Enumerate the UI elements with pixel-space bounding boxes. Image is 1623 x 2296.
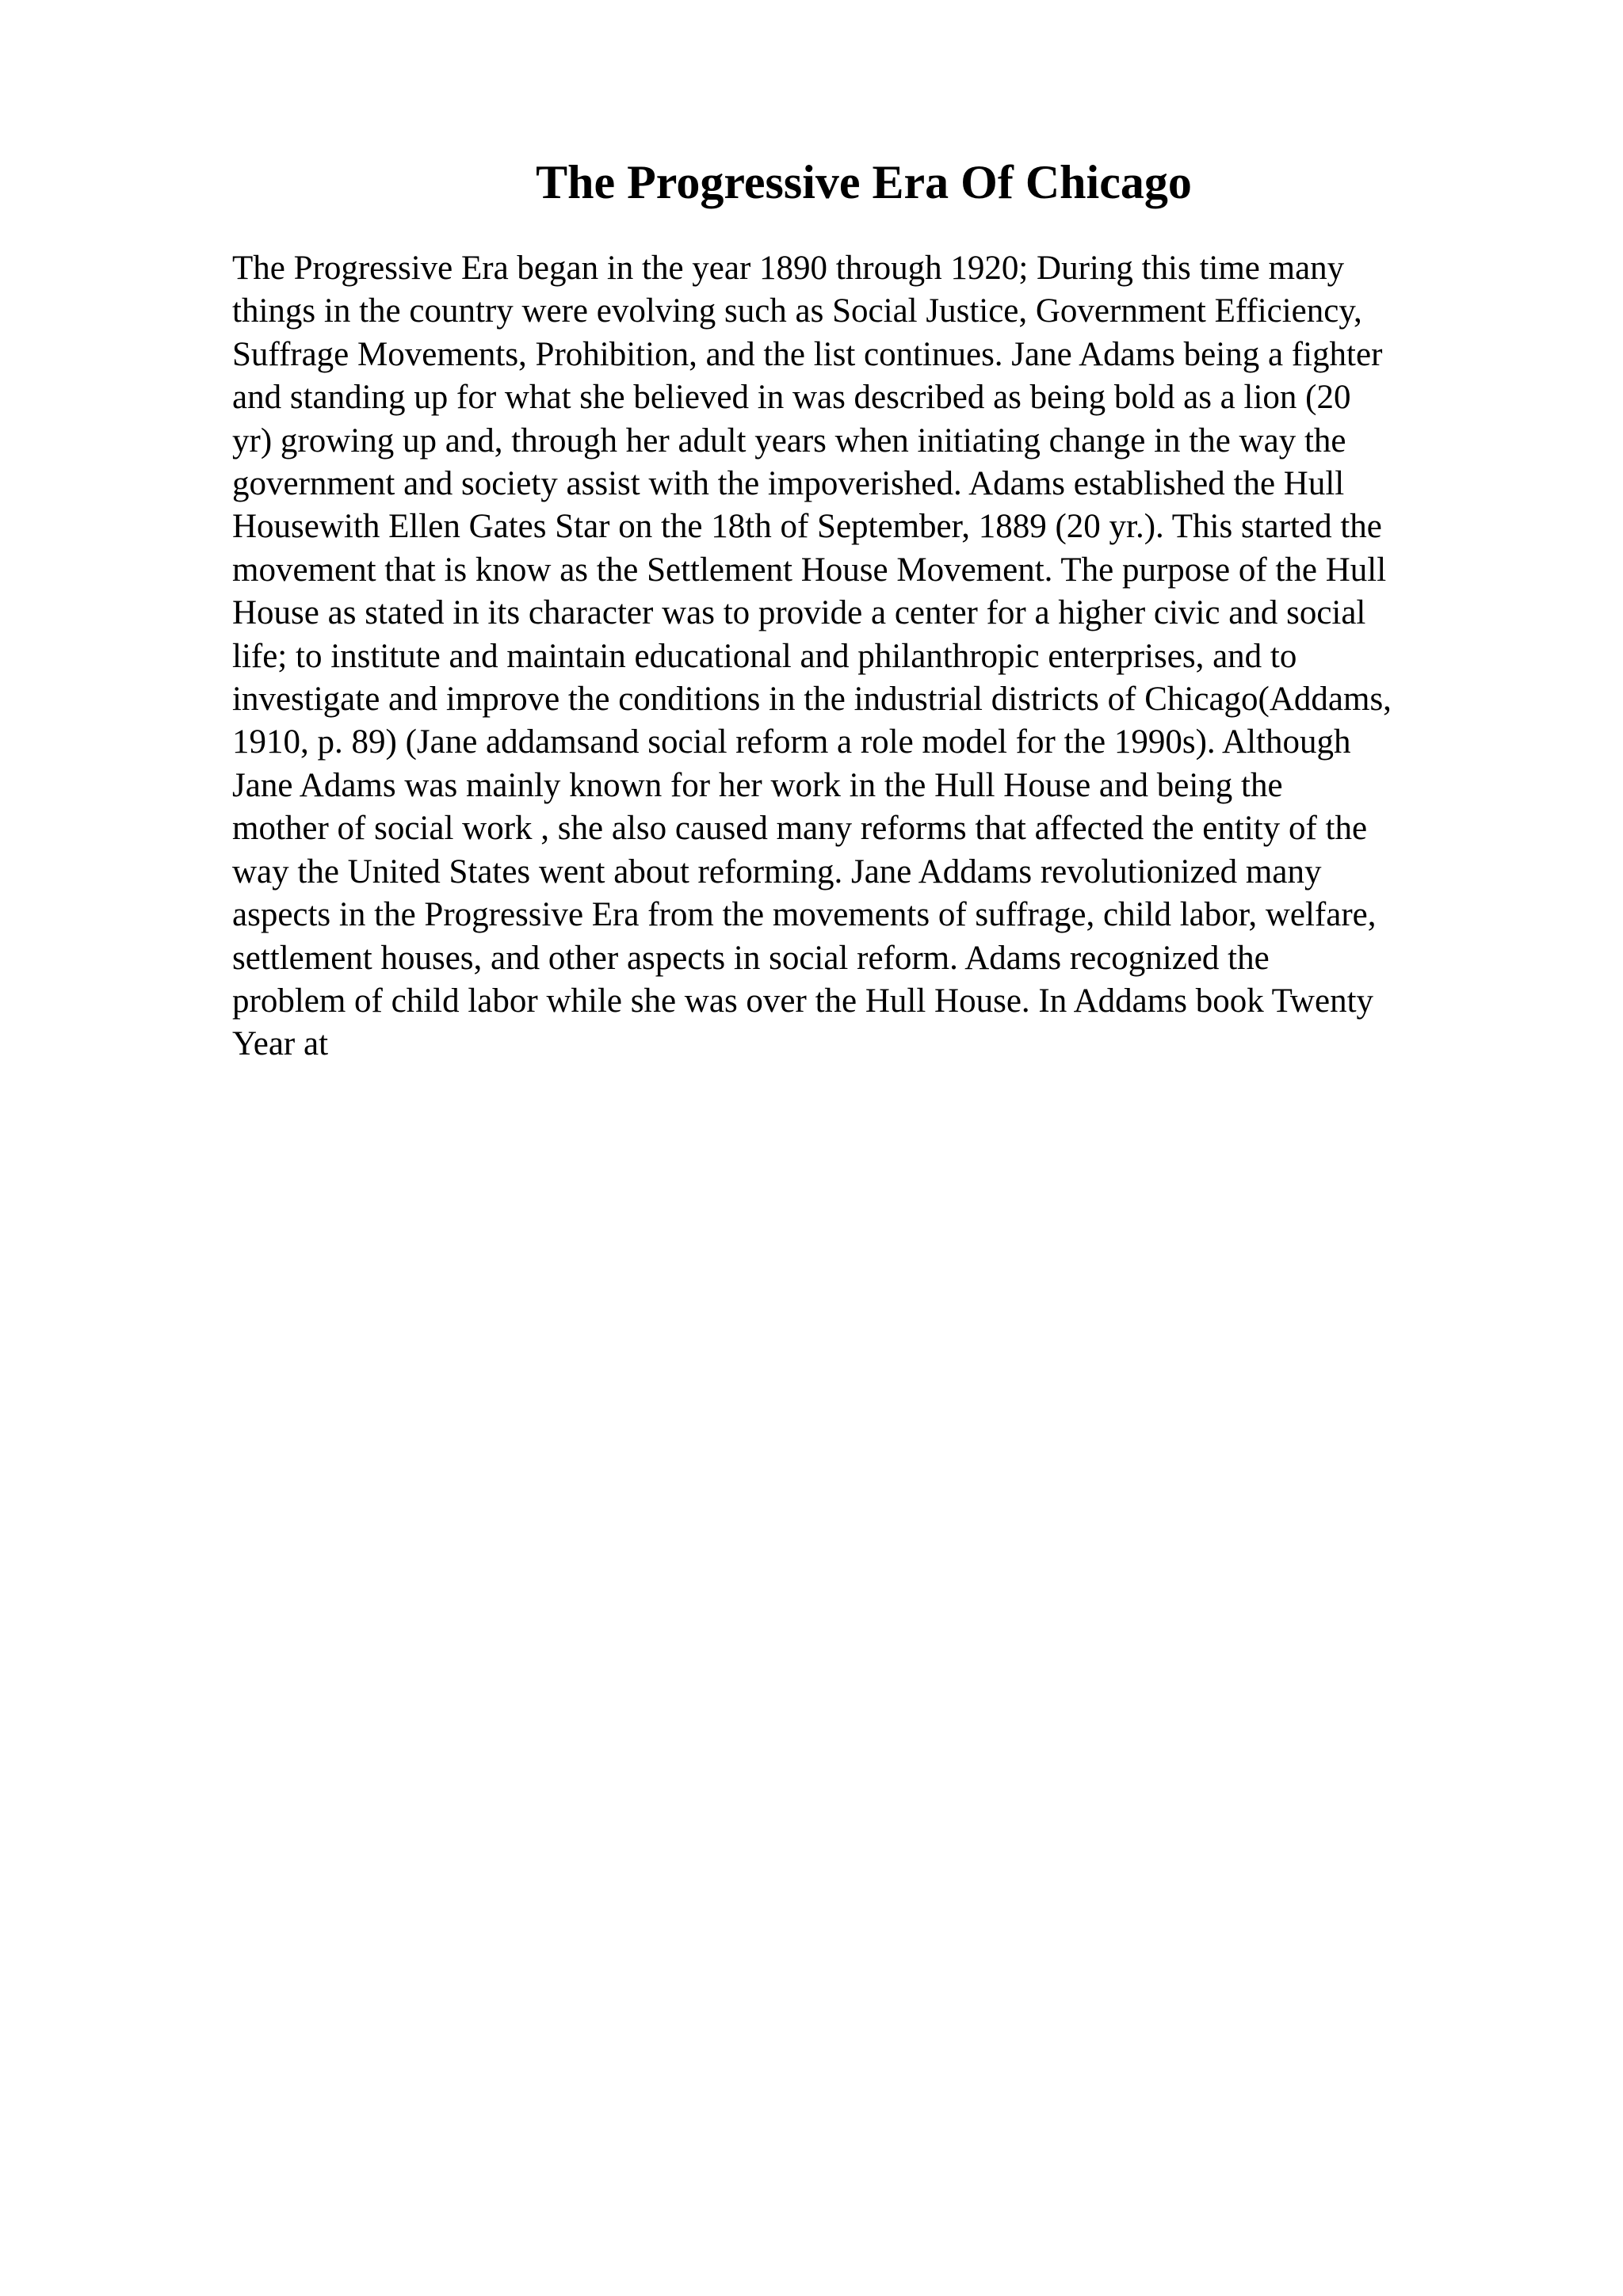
body-line: House as stated in its character was to provide a center for a higher civic and social [232,594,1366,632]
body-line: things in the country were evolving such as Social Justice, Government Efficiency, [232,292,1362,330]
document-title: The Progressive Era Of Chicago [536,156,1192,208]
document-body [232,247,1579,1066]
body-line: life; to institute and maintain educational and philanthropic enterprises, and to [232,637,1297,675]
body-line: mother of social work , she also caused many reforms that affected the entity of the [232,810,1368,848]
body-line: Year at [232,1025,329,1063]
body-line: Suffrage Movements, Prohibition, and the list continues. Jane Adams being a fighter [232,335,1383,373]
body-line: settlement houses, and other aspects in social reform. Adams recognized the [232,939,1270,977]
body-line: way the United States went about reforming. Jane Addams revolutionized many [232,852,1322,891]
body-line: and standing up for what she believed in was described as being bold as a lion (20 [232,379,1351,417]
body-line: yr) growing up and, through her adult years when initiating change in the way the [232,421,1346,460]
body-line: problem of child labor while she was over the Hull House. In Addams book Twenty [232,982,1374,1020]
body-line: The Progressive Era began in the year 1890 through 1920; During this time many [232,250,1345,287]
body-line: aspects in the Progressive Era from the movements of suffrage, child labor, welfare, [232,896,1377,934]
body-line: 1910, p. 89) (Jane addamsand social reform a role model for the 1990s). Although [232,723,1351,761]
body-line: Jane Adams was mainly known for her work in the Hull House and being the [232,766,1283,804]
body-line: investigate and improve the conditions in the industrial districts of Chicago(Addams, [232,681,1392,719]
body-line: government and society assist with the impoverished. Adams established the Hull [232,465,1345,503]
body-line: movement that is know as the Settlement House Movement. The purpose of the Hull [232,551,1387,589]
body-line: Housewith Ellen Gates Star on the 18th of September, 1889 (20 yr.). This started the [232,508,1382,546]
